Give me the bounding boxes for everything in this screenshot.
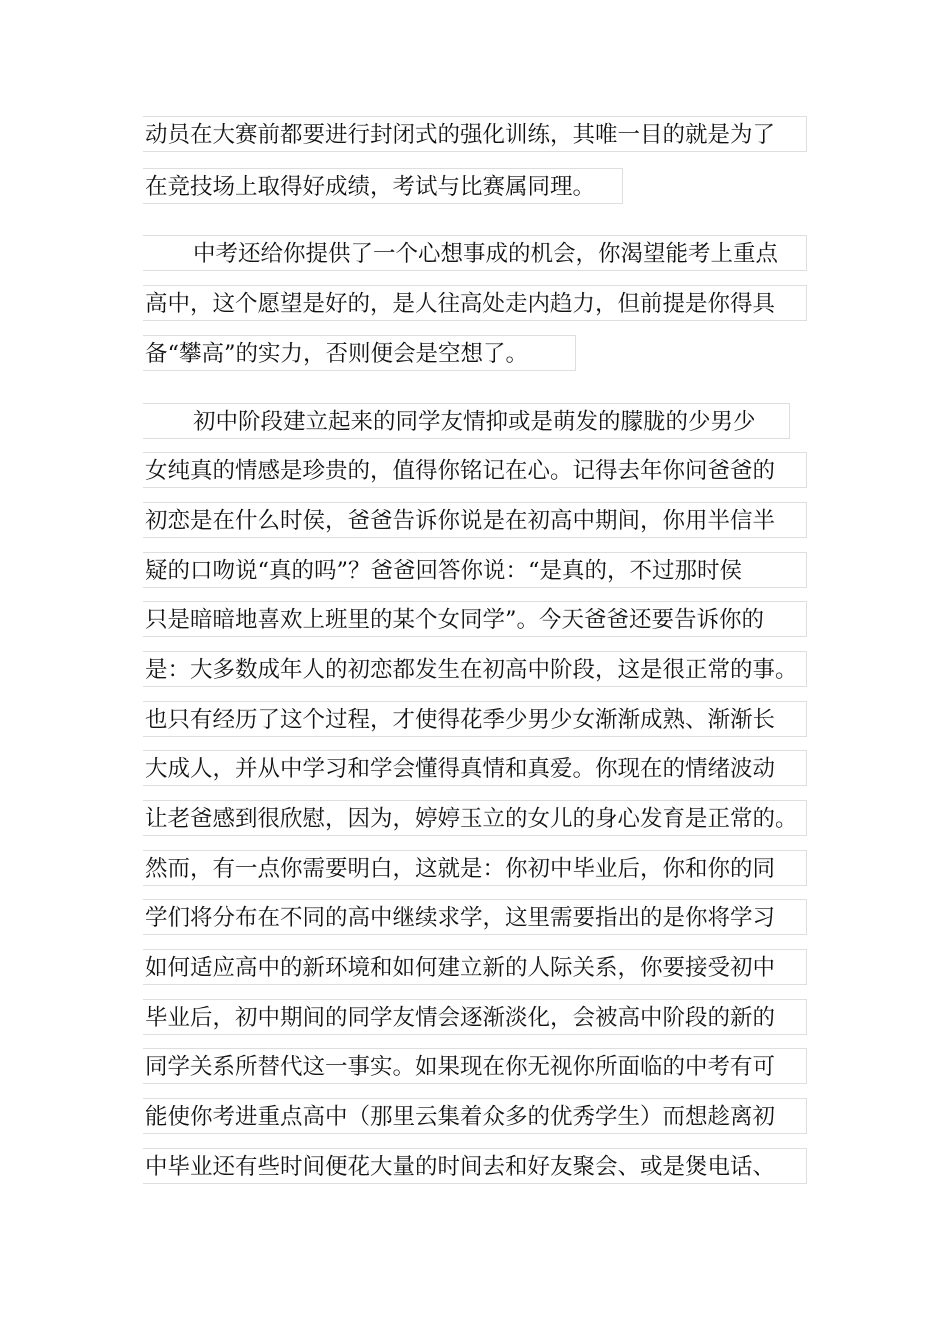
text-line: 高中，这个愿望是好的，是人往高处走内趋力，但前提是你得具 [143,285,807,321]
text-line: 初恋是在什么时侯，爸爸告诉你说是在初高中期间，你用半信半 [143,502,807,538]
text-line: 同学关系所替代这一事实。如果现在你无视你所面临的中考有可 [143,1048,807,1084]
text-line: 能使你考进重点高中（那里云集着众多的优秀学生）而想趁离初 [143,1098,807,1134]
text-line: 只是暗暗地喜欢上班里的某个女同学”。今天爸爸还要告诉你的 [143,601,807,637]
text-line: 中考还给你提供了一个心想事成的机会，你渴望能考上重点 [143,235,807,271]
text-line: 备“攀高”的实力，否则便会是空想了。 [143,335,576,371]
text-line: 是：大多数成年人的初恋都发生在初高中阶段，这是很正常的事。 [143,651,807,687]
text-line: 中毕业还有些时间便花大量的时间去和好友聚会、或是煲电话、 [143,1148,807,1184]
text-line: 学们将分布在不同的高中继续求学，这里需要指出的是你将学习 [143,899,807,935]
text-line: 女纯真的情感是珍贵的，值得你铭记在心。记得去年你问爸爸的 [143,452,807,488]
text-line: 也只有经历了这个过程，才使得花季少男少女渐渐成熟、渐渐长 [143,701,807,737]
text-line: 毕业后，初中期间的同学友情会逐渐淡化，会被高中阶段的新的 [143,999,807,1035]
text-line: 让老爸感到很欣慰，因为，婷婷玉立的女儿的身心发育是正常的。 [143,800,807,836]
text-line: 然而，有一点你需要明白，这就是：你初中毕业后，你和你的同 [143,850,807,886]
text-line: 在竞技场上取得好成绩，考试与比赛属同理。 [143,168,623,204]
text-line: 如何适应高中的新环境和如何建立新的人际关系，你要接受初中 [143,949,807,985]
text-line: 动员在大赛前都要进行封闭式的强化训练，其唯一目的就是为了 [143,116,807,152]
text-line: 初中阶段建立起来的同学友情抑或是萌发的朦胧的少男少 [143,403,790,439]
text-line: 疑的口吻说“真的吗”？爸爸回答你说：“是真的，不过那时侯 [143,552,807,588]
text-line: 大成人，并从中学习和学会懂得真情和真爱。你现在的情绪波动 [143,750,807,786]
